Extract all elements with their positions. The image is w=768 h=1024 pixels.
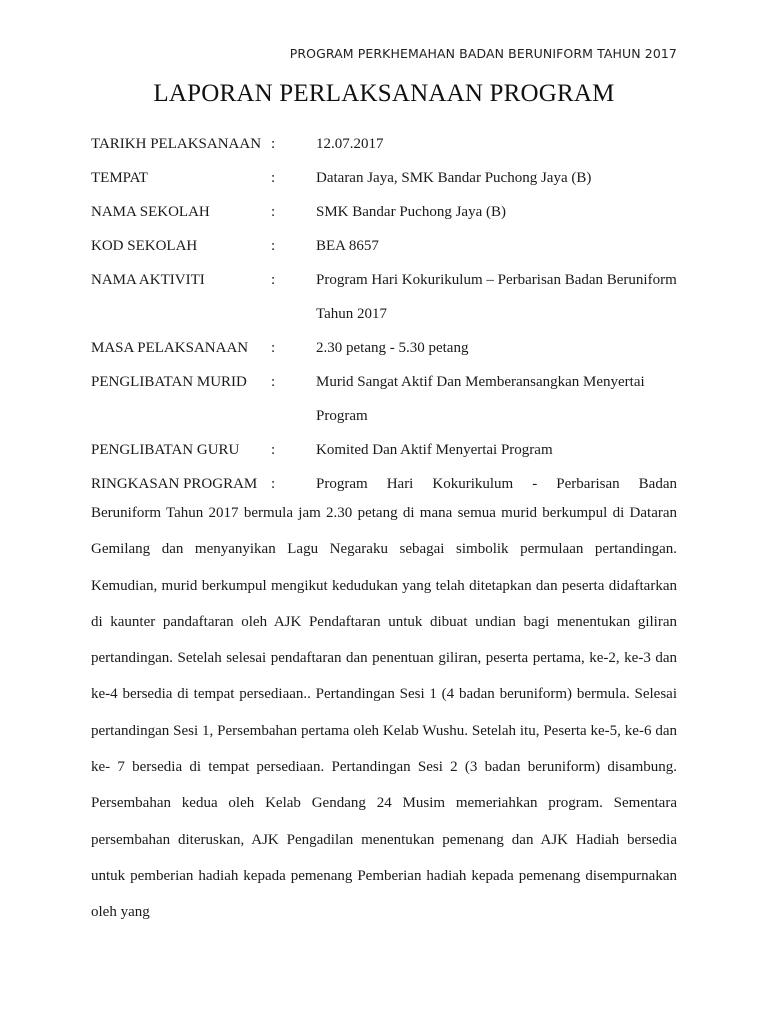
summary-paragraph: Beruniform Tahun 2017 bermula jam 2.30 petang di mana semua murid berkumpul di Dataran Gemilang dan menyanyikan Lagu Negaraku sebagai simbolik permulaan pertandingan. Kemudian, murid berkumpul mengikut kedudukan yang telah ditetapkan dan peserta didaftarkan di kaunter pandaftaran oleh AJK Pendaftaran untuk dibuat undian bagi menentukan giliran pertandingan. Setelah selesai pendaftaran dan penentuan giliran, peserta pertama, ke-2, ke-3 dan ke-4 bersedia di tempat persediaan.. Pertandingan Sesi 1 (4 badan beruniform) bermula. Selesai pertandingan Sesi 1, Persembahan pertama oleh Kelab Wushu. Setelah itu, Peserta ke-5, ke-6 dan ke- 7 bersedia di tempat persediaan. Pertandingan Sesi 2 (3 badan beruniform) disambung. Persembahan kedua oleh Kelab Gendang 24 Musim memeriahkan program. Sementara persembahan diteruskan, AJK Pengadilan menentukan pemenang dan AJK Hadiah bersedia untuk pemberian hadiah kepada pemenang Pemberian hadiah kepada pemenang disempurnakan oleh yang [91,505,677,921]
field-label: TARIKH PELAKSANAAN [91,136,262,152]
field-value: BEA 8657 [316,238,379,254]
field-label: PENGLIBATAN MURID [91,374,247,390]
report-fields [91,127,677,501]
field-colon: : [271,204,276,220]
report-title: LAPORAN PERLAKSANAAN PROGRAM [153,80,615,107]
field-value: Murid Sangat Aktif Dan Memberansangkan Menyertai Program [316,374,645,424]
field-label: NAMA AKTIVITI [91,272,205,288]
field-row-penglibatan-murid [91,365,677,433]
field-colon: : [271,442,276,458]
field-label: RINGKASAN PROGRAM [91,476,258,492]
field-row-tempat [91,161,677,195]
field-row-kod-sekolah [91,229,677,263]
field-row-masa [91,331,677,365]
field-value: SMK Bandar Puchong Jaya (B) [316,204,506,220]
field-colon: : [271,476,276,492]
field-value: Komited Dan Aktif Menyertai Program [316,442,553,458]
field-row-penglibatan-guru [91,433,677,467]
field-label: MASA PELAKSANAAN [91,340,249,356]
field-colon: : [271,374,276,390]
field-label: NAMA SEKOLAH [91,204,210,220]
field-value: 12.07.2017 [316,136,384,152]
field-colon: : [271,238,276,254]
field-colon: : [271,272,276,288]
field-label: PENGLIBATAN GURU [91,442,240,458]
field-value: Dataran Jaya, SMK Bandar Puchong Jaya (B) [316,170,592,186]
field-row-nama-sekolah [91,195,677,229]
running-header: PROGRAM PERKHEMAHAN BADAN BERUNIFORM TAHUN 2017 [289,46,677,61]
field-label: KOD SEKOLAH [91,238,198,254]
field-colon: : [271,170,276,186]
summary-first-line: Program Hari Kokurikulum - Perbarisan Badan [316,476,677,492]
field-colon: : [271,340,276,356]
field-colon: : [271,136,276,152]
field-label: TEMPAT [91,170,148,186]
field-value: Program Hari Kokurikulum – Perbarisan Badan Beruniform Tahun 2017 [316,272,677,322]
field-value: 2.30 petang - 5.30 petang [316,340,469,356]
field-row-nama-aktiviti [91,263,677,331]
field-row-tarikh [91,127,677,161]
